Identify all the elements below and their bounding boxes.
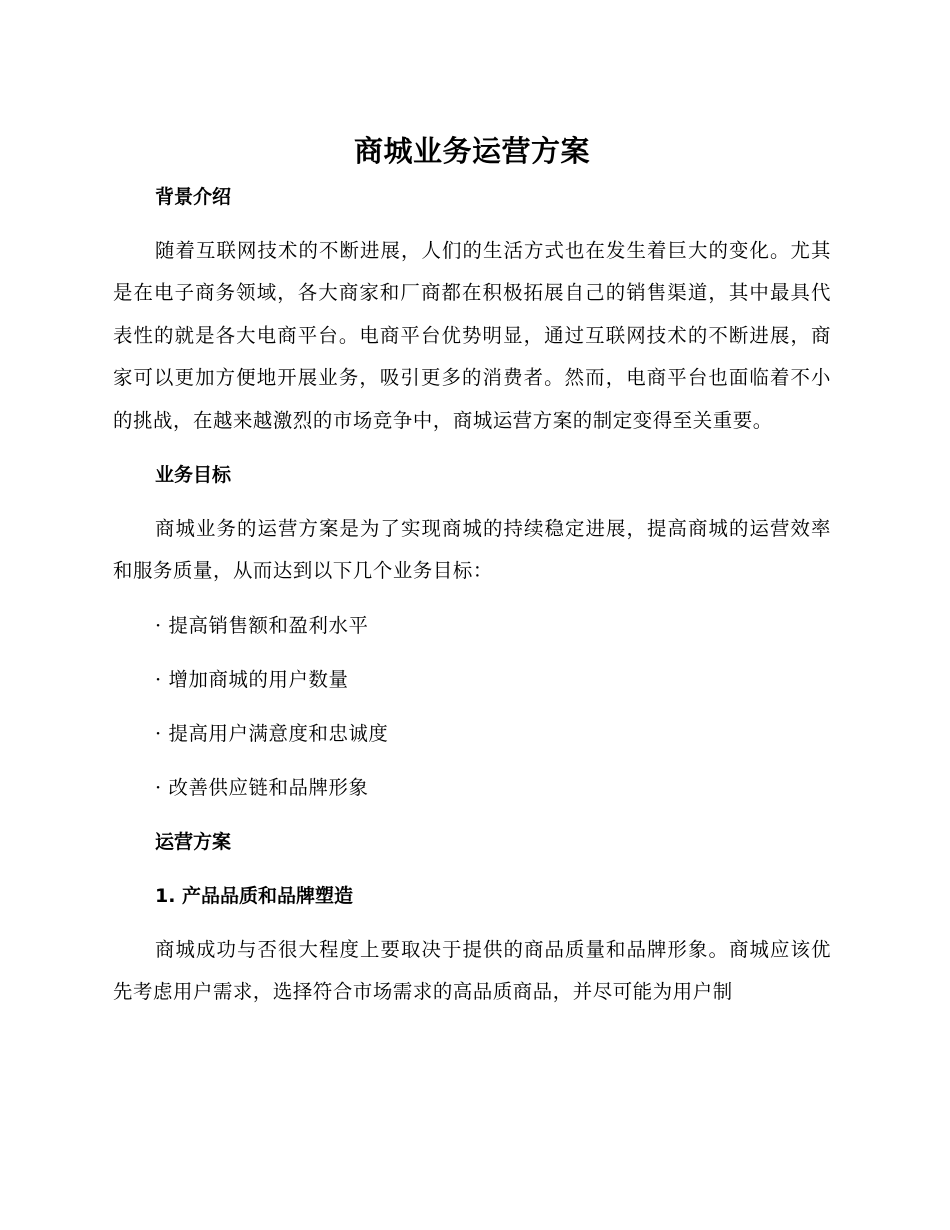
document-page [113, 126, 831, 1014]
spacer [113, 593, 831, 605]
spacer [113, 863, 831, 875]
spacer [113, 218, 831, 230]
heading-goals: 业务目标 [155, 464, 232, 487]
spacer [113, 647, 831, 659]
spacer [113, 442, 831, 454]
heading-background: 背景介绍 [155, 186, 232, 208]
paragraph-background: 随着互联网技术的不断进展，人们的生活方式也在发生着巨大的变化。尤其是在电子商务领域，各大商家和厂商都在积极拓展自己的销售渠道，其中最具代表性的就是各大电商平台。电商平台优势明显，通过互联网技术的不断进展，商家可以更加方便地开展业务，吸引更多的消费者。然而，电商平台也面临着不小的挑战，在越来越激烈的市场竞争中，商城运营方案的制定变得至关重要。 [113, 239, 831, 432]
spacer [113, 917, 831, 929]
spacer [113, 496, 831, 508]
subheading-product-quality: 1. 产品品质和品牌塑造 [155, 884, 354, 907]
goal-bullet-3: · 提高用户满意度和忠诚度 [155, 721, 389, 745]
paragraph-goals: 商城业务的运营方案是为了实现商城的持续稳定进展，提高商城的运营效率和服务质量，从而达到以下几个业务目标： [113, 517, 831, 583]
heading-plan: 运营方案 [155, 830, 232, 853]
spacer [113, 701, 831, 713]
goal-bullet-2: · 增加商城的用户数量 [155, 667, 349, 691]
paragraph-product-quality: 商城成功与否很大程度上要取决于提供的商品质量和品牌形象。商城应该优先考虑用户需求，选择符合市场需求的高品质商品，并尽可能为用户制 [113, 937, 831, 1004]
goal-bullet-4: · 改善供应链和品牌形象 [155, 775, 369, 799]
goal-bullet-1: · 提高销售额和盈利水平 [155, 613, 369, 637]
spacer [113, 809, 831, 821]
document-title: 商城业务运营方案 [353, 134, 590, 168]
spacer [113, 755, 831, 767]
